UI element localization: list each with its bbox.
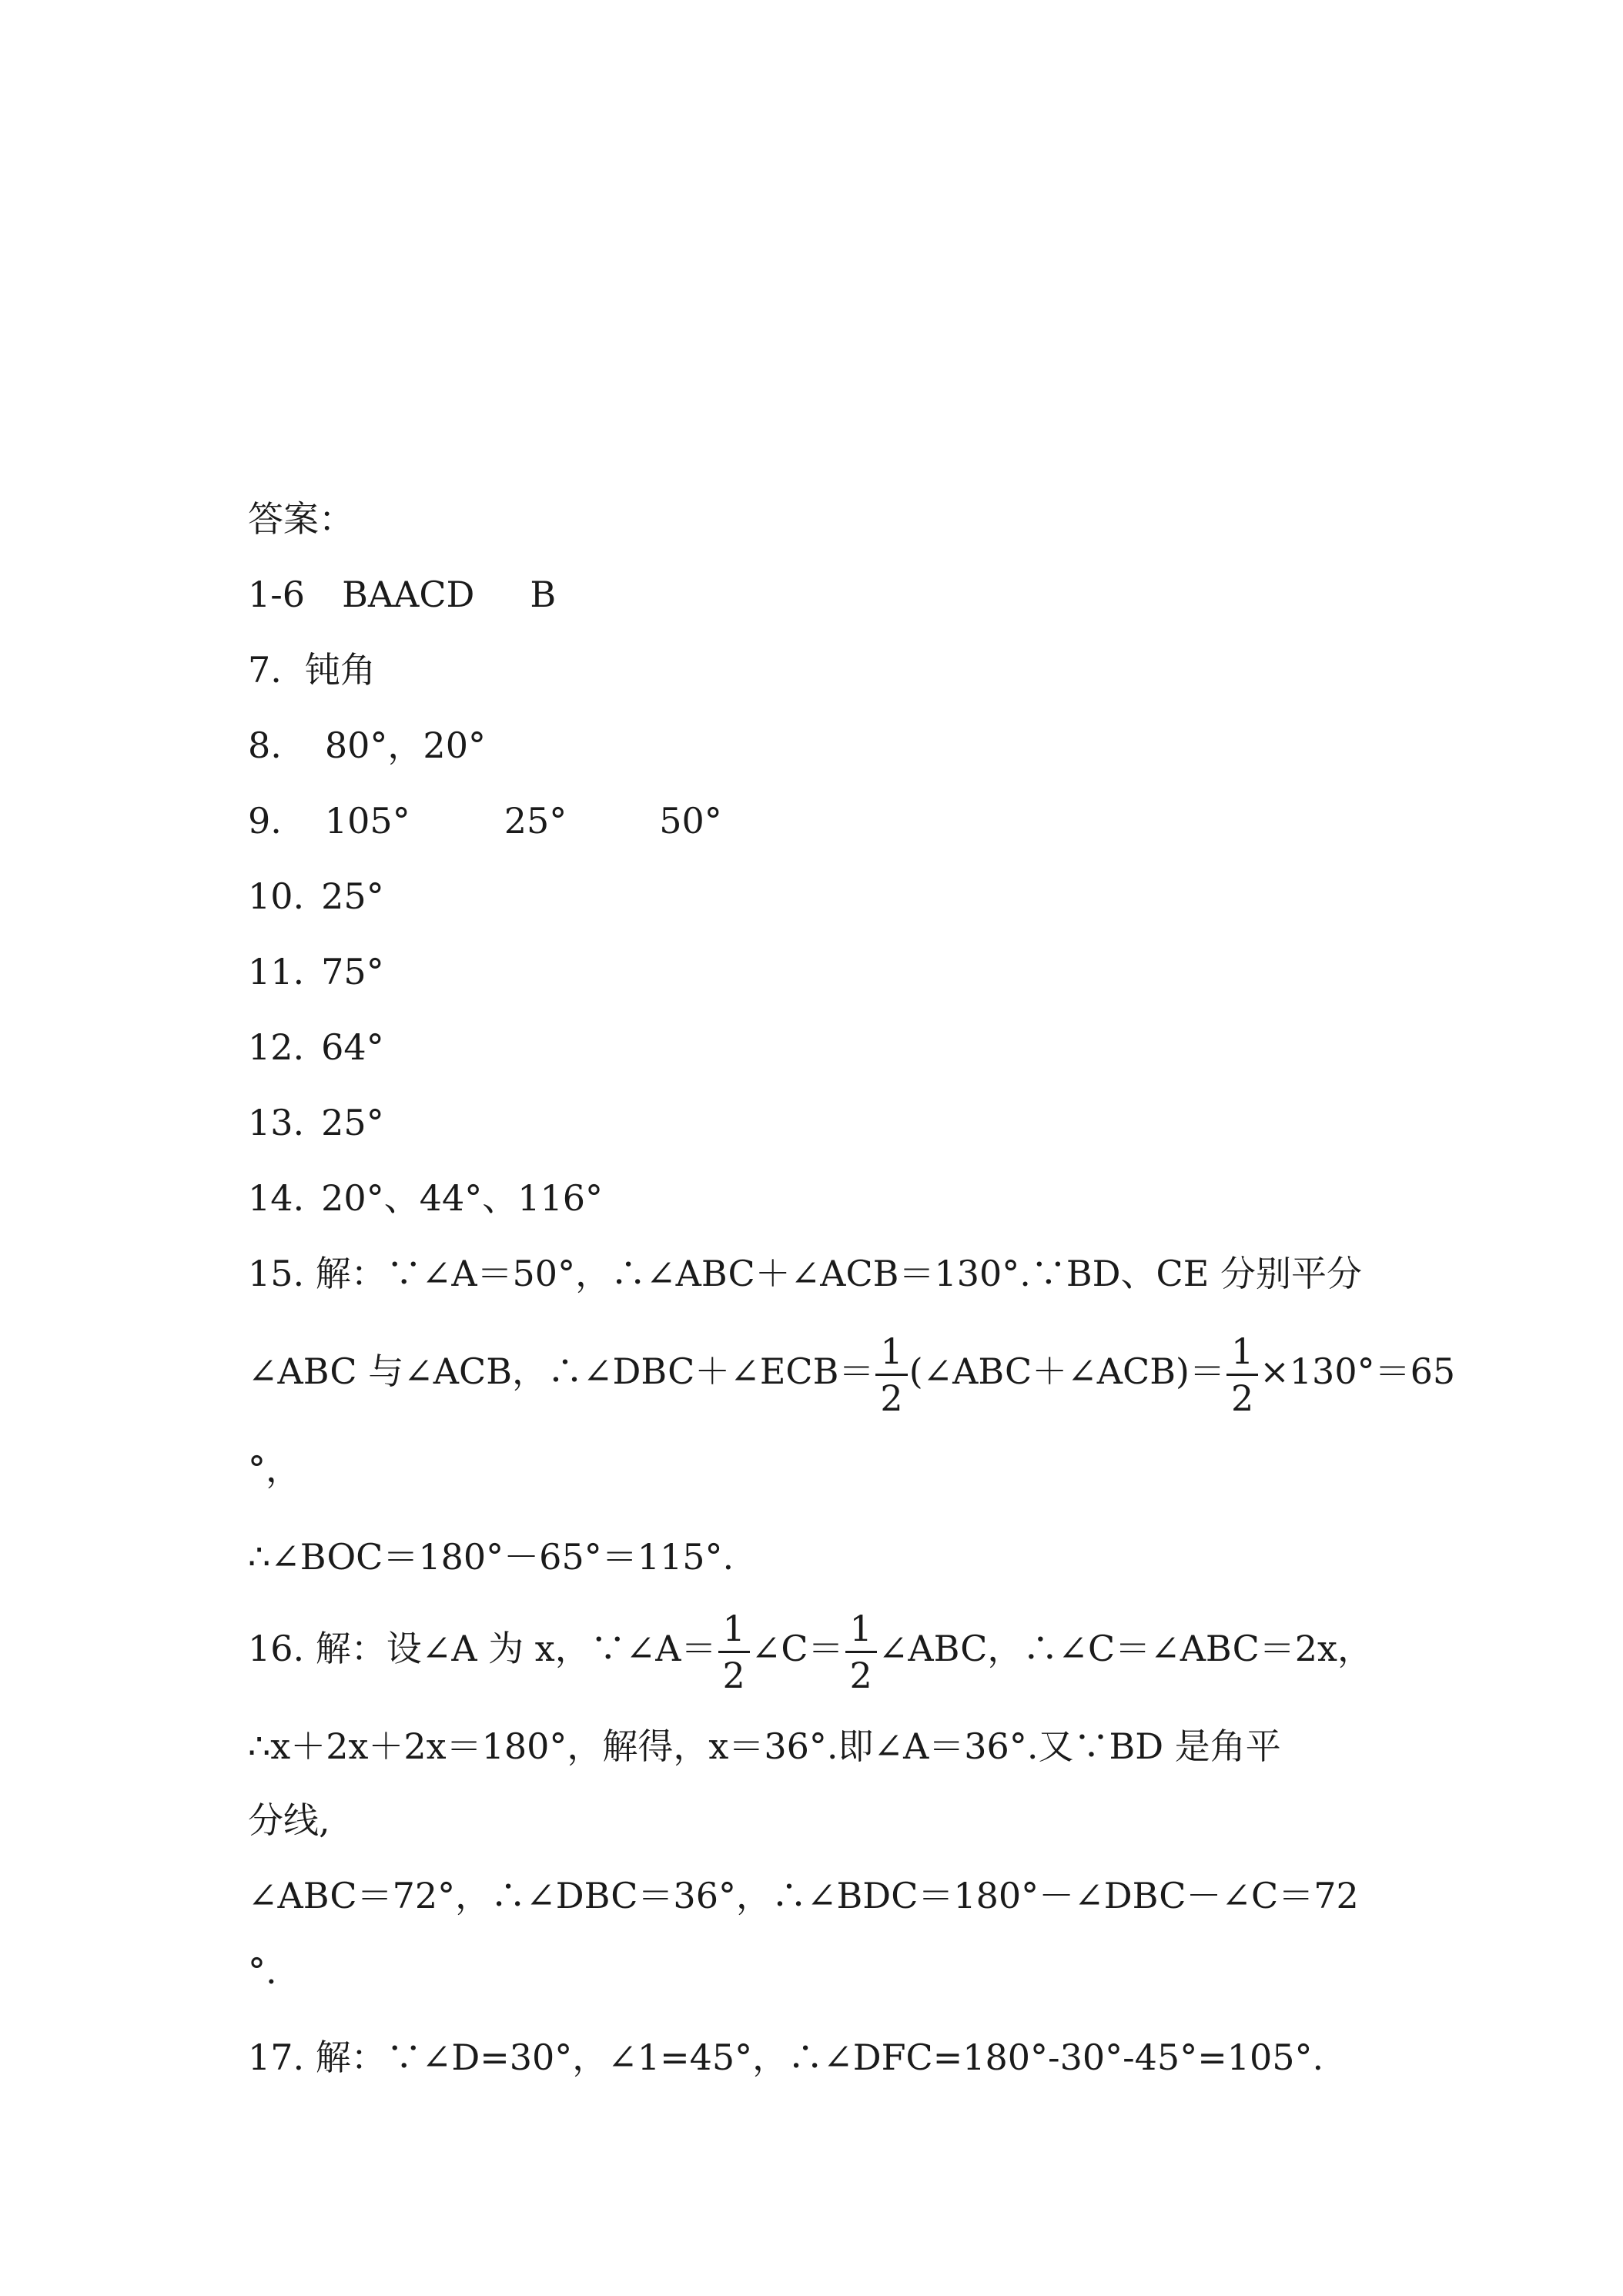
answer-10 [248, 875, 384, 918]
answer-text: 20°、44°、116° [321, 1177, 604, 1219]
answer-15-line-3: °， [248, 1448, 301, 1490]
answer-text: 25° [321, 875, 384, 917]
answer-text: 75° [321, 951, 384, 992]
answer-label: 1-6 [248, 574, 306, 615]
answer-12 [248, 1026, 384, 1069]
answer-14 [248, 1176, 603, 1220]
fraction-numerator: 1 [718, 1611, 750, 1653]
text-segment: ×130°＝65 [1260, 1350, 1456, 1392]
answer-7 [248, 648, 376, 691]
answer-num: 10. [248, 875, 305, 917]
answer-16-line-1 [248, 1606, 1373, 1696]
answer-value-3: 50° [659, 800, 722, 842]
answer-num: 12. [248, 1026, 305, 1068]
fraction-half [875, 1330, 907, 1419]
answer-17-line-1: 17. 解：∵∠D=30°，∠1=45°，∴∠DFC=180°-30°-45°=105°. [248, 2037, 1324, 2078]
answer-16-line-2: ∴x＋2x＋2x＝180°，解得，x＝36°.即∠A＝36°.又∵BD 是角平 [248, 1725, 1281, 1767]
answer-num: 13. [248, 1102, 305, 1143]
answer-num: 7. [248, 649, 282, 691]
text-segment: ∠C＝ [751, 1628, 844, 1669]
fraction-numerator: 1 [875, 1334, 907, 1376]
text-segment: 16. 解：设∠A 为 x，∵∠A＝ [248, 1628, 717, 1669]
answer-text-extra: B [530, 574, 557, 615]
answers-heading: 答案： [248, 498, 354, 540]
answer-value-2: 25° [504, 800, 567, 842]
answer-16-line-3: 分线, [248, 1799, 330, 1841]
answer-13 [248, 1101, 384, 1144]
text-segment: ∠ABC 与∠ACB，∴∠DBC＋∠ECB＝ [248, 1350, 875, 1392]
fraction-half [1226, 1330, 1258, 1419]
answer-16-line-5: °. [248, 1950, 277, 1992]
answer-15-line-1: 15. 解：∵∠A＝50°，∴∠ABC＋∠ACB＝130°.∵BD、CE 分别平分 [248, 1253, 1362, 1294]
answer-num: 8. [248, 725, 282, 766]
fraction-half [845, 1607, 877, 1696]
text-segment: (∠ABC＋∠ACB)＝ [909, 1350, 1225, 1392]
answer-15-line-4: ∴∠BOC＝180°－65°＝115°. [248, 1536, 735, 1578]
answer-num: 9. [248, 800, 282, 842]
answer-value-1: 105° [324, 800, 410, 842]
fraction-denominator: 2 [880, 1377, 903, 1419]
fraction-half [718, 1607, 750, 1696]
answer-text: BAACD [342, 574, 475, 615]
fraction-denominator: 2 [849, 1654, 872, 1696]
answer-1-6 [248, 573, 556, 616]
answer-text: 钝角 [304, 649, 376, 691]
answer-text: 80°，20° [324, 725, 486, 766]
fraction-numerator: 1 [1226, 1334, 1258, 1376]
answer-num: 11. [248, 951, 305, 992]
fraction-denominator: 2 [1230, 1377, 1254, 1419]
fraction-denominator: 2 [722, 1654, 745, 1696]
answer-15-line-2 [248, 1329, 1456, 1419]
answer-16-line-4: ∠ABC＝72°，∴∠DBC＝36°，∴∠BDC＝180°－∠DBC－∠C＝72 [248, 1875, 1359, 1916]
answer-text: 64° [321, 1026, 384, 1068]
answer-9 [248, 799, 722, 842]
fraction-numerator: 1 [845, 1611, 877, 1653]
text-segment: ∠ABC，∴∠C＝∠ABC＝2x， [878, 1628, 1373, 1669]
answer-num: 14. [248, 1177, 305, 1219]
answer-11 [248, 950, 384, 993]
answer-8 [248, 724, 486, 767]
answer-text: 25° [321, 1102, 384, 1143]
